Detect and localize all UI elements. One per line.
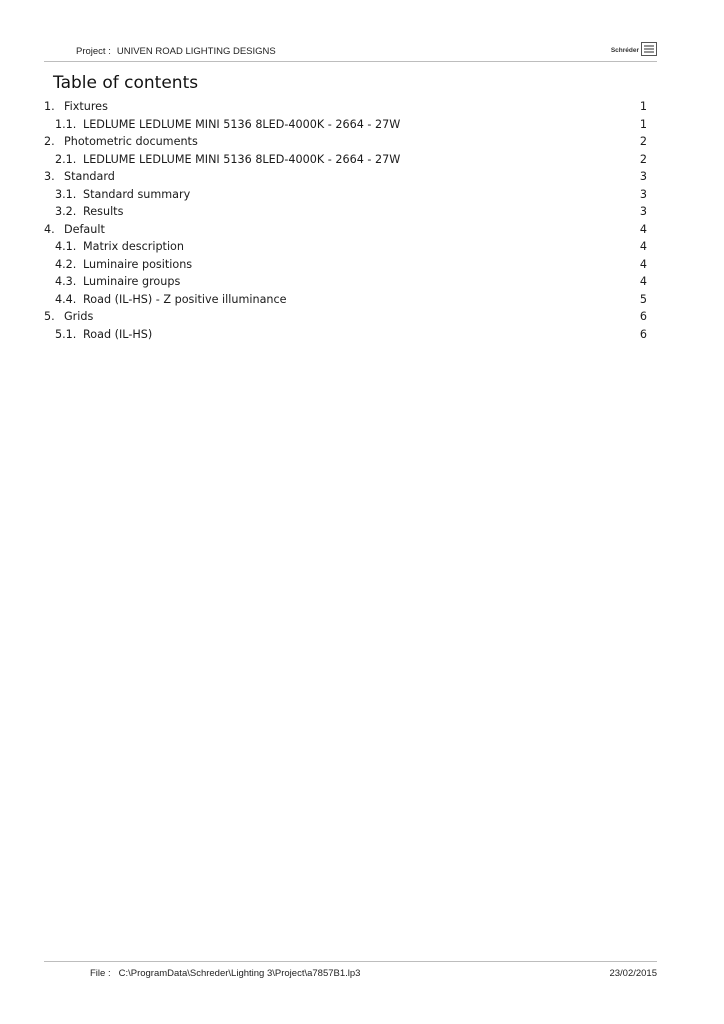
- toc-entry-label: Road (IL-HS) - Z positive illuminance: [83, 292, 287, 306]
- page-header: [44, 37, 657, 62]
- toc-entry-number: 3.2.: [55, 205, 77, 218]
- toc-subentry[interactable]: [44, 273, 647, 291]
- toc-page-number: 3: [639, 187, 647, 201]
- toc-entry-number: 1.1.: [55, 117, 77, 131]
- toc-subentry[interactable]: [44, 186, 647, 204]
- file-line: [90, 968, 360, 979]
- toc-entry[interactable]: [44, 168, 647, 186]
- toc-subentry[interactable]: [44, 151, 647, 169]
- toc-entry-label: LEDLUME LEDLUME MINI 5136 8LED-4000K - 2664 - 27W: [83, 117, 401, 131]
- toc-subentry[interactable]: [44, 326, 647, 344]
- toc-subentry[interactable]: [44, 256, 647, 274]
- toc-subentry[interactable]: [44, 203, 647, 221]
- toc-entry-label: Results: [83, 205, 124, 218]
- toc-entry-number: 5.1.: [55, 327, 77, 341]
- toc-entry-label: Matrix description: [83, 240, 184, 253]
- project-name: UNIVEN ROAD LIGHTING DESIGNS: [116, 46, 276, 57]
- report-date: 23/02/2015: [609, 968, 657, 979]
- toc-entry-number: 4.1.: [55, 240, 77, 253]
- toc-entry-number: 1.: [44, 100, 55, 113]
- file-path: C:\ProgramData\Schreder\Lighting 3\Project\a7857B1.lp3: [118, 968, 361, 979]
- toc-entry-number: 4.: [44, 222, 55, 236]
- toc-entry[interactable]: [44, 133, 647, 151]
- toc-page-number: 1: [639, 100, 647, 113]
- toc-page-number: 3: [639, 170, 647, 183]
- toc-entry-label: Standard: [64, 170, 115, 183]
- schreder-logo: [611, 40, 657, 56]
- toc-page-number: 5: [639, 292, 647, 306]
- toc-page-number: 2: [639, 135, 647, 148]
- toc-entry-number: 4.2.: [55, 257, 77, 271]
- toc-page-number: 6: [639, 310, 647, 323]
- schreder-logo-icon: [641, 42, 657, 56]
- toc-entry-label: Fixtures: [64, 100, 108, 113]
- toc-page-number: 1: [639, 117, 647, 131]
- logo-text: Schréder: [610, 47, 639, 54]
- toc-page-number: 3: [639, 205, 647, 218]
- toc-entry-label: Road (IL-HS): [83, 327, 153, 341]
- toc-page-number: 6: [639, 327, 647, 341]
- toc-entry[interactable]: [44, 221, 647, 239]
- table-of-contents: [44, 98, 647, 343]
- toc-subentry[interactable]: [44, 116, 647, 134]
- toc-entry-number: 2.: [44, 135, 55, 148]
- toc-entry[interactable]: [44, 308, 647, 326]
- toc-entry-label: LEDLUME LEDLUME MINI 5136 8LED-4000K - 2664 - 27W: [83, 152, 401, 166]
- toc-subentry[interactable]: [44, 291, 647, 309]
- toc-entry-label: Standard summary: [83, 187, 191, 201]
- toc-entry-number: 3.1.: [55, 187, 77, 201]
- toc-page-number: 4: [639, 240, 647, 253]
- file-label: File :: [90, 968, 111, 979]
- page-title: Table of contents: [53, 73, 199, 93]
- toc-page-number: 4: [639, 275, 647, 288]
- toc-entry-number: 4.4.: [55, 292, 77, 306]
- toc-page-number: 2: [639, 152, 647, 166]
- project-label: Project :: [76, 46, 111, 57]
- toc-entry[interactable]: [44, 98, 647, 116]
- toc-entry-number: 5.: [44, 310, 55, 323]
- toc-entry-label: Photometric documents: [64, 135, 198, 148]
- toc-entry-label: Luminaire positions: [83, 257, 193, 271]
- toc-page-number: 4: [639, 257, 647, 271]
- toc-entry-number: 2.1.: [55, 152, 77, 166]
- toc-subentry[interactable]: [44, 238, 647, 256]
- toc-entry-number: 4.3.: [55, 275, 77, 288]
- project-line: [76, 46, 276, 57]
- toc-entry-label: Grids: [64, 310, 94, 323]
- toc-entry-number: 3.: [44, 170, 55, 183]
- page-footer: [44, 961, 657, 982]
- toc-page-number: 4: [639, 222, 647, 236]
- toc-entry-label: Default: [64, 222, 105, 236]
- toc-entry-label: Luminaire groups: [83, 275, 181, 288]
